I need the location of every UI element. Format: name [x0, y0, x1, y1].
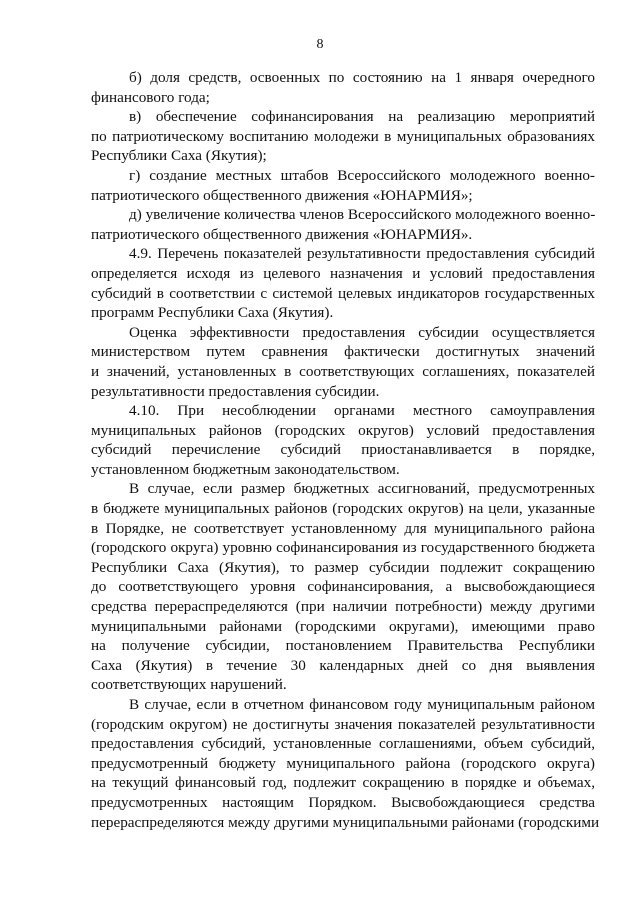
text-line: предусмотренных настоящим Порядком. Высвобождающиеся средства	[91, 793, 595, 811]
text-line: и значений, установленных в соответствующих соглашениях, показателей	[91, 362, 595, 380]
paragraph	[91, 479, 595, 695]
text-line: Оценка эффективности предоставления субсидии осуществляется	[129, 323, 595, 341]
text-line: предусмотренный бюджету муниципального района (городского округа)	[91, 754, 595, 772]
text-line: г) создание местных штабов Всероссийского молодежного военно-	[129, 166, 595, 184]
text-line: министерством путем сравнения фактически достигнутых значений	[91, 343, 595, 361]
text-line: установленном бюджетным законодательством.	[91, 460, 400, 478]
text-line: 4.9. Перечень показателей результативности предоставления субсидий	[129, 245, 595, 263]
paragraph	[91, 244, 595, 322]
text-line: на получение субсидии, постановлением Правительства Республики	[91, 637, 595, 655]
text-line: субсидий перечисление субсидий приостанавливается в порядке,	[91, 441, 595, 459]
text-line: в Порядке, не соответствует установленному для муниципального района	[91, 519, 595, 537]
paragraph	[91, 68, 595, 107]
text-line: перераспределяются между другими муниципальными районами (городскими	[91, 813, 600, 831]
text-line: средства перераспределяются (при наличии потребности) между другими	[91, 598, 595, 616]
paragraph	[91, 166, 595, 205]
text-line: В случае, если размер бюджетных ассигнований, предусмотренных	[129, 480, 595, 498]
document-body	[91, 68, 600, 832]
text-line: в бюджете муниципальных районов (городских округов) на цели, указанные	[91, 500, 595, 518]
text-line: Саха (Якутия) в течение 30 календарных дней со дня выявления	[91, 656, 595, 674]
text-line: субсидий в соответствии с системой целевых индикаторов государственных	[91, 284, 595, 302]
text-line: патриотического общественного движения «ЮНАРМИЯ»;	[91, 186, 473, 204]
text-line: результативности предоставления субсидии.	[91, 382, 380, 400]
text-line: предоставления субсидий, установленные соглашениями, объем субсидий,	[91, 735, 595, 753]
text-line: на текущий финансовый год, подлежит сокращению в порядке и объемах,	[91, 774, 595, 792]
text-line: муниципальными районами (городскими округами), имеющими право	[91, 617, 595, 635]
paragraph	[91, 401, 595, 479]
text-line: программ Республики Саха (Якутия).	[91, 304, 334, 322]
text-line: в) обеспечение софинансирования на реализацию мероприятий	[129, 108, 595, 126]
text-line: (городским округом) не достигнуты значения показателей результативности	[91, 715, 595, 733]
text-line: муниципальных районов (городских округов) условий предоставления	[91, 421, 595, 439]
text-line: б) доля средств, освоенных по состоянию на 1 января очередного	[129, 69, 595, 86]
text-line: 4.10. При несоблюдении органами местного самоуправления	[129, 402, 595, 420]
text-line: патриотического общественного движения «ЮНАРМИЯ».	[91, 225, 473, 243]
text-line: финансового года;	[91, 88, 210, 106]
paragraph	[91, 107, 595, 166]
text-line: Республики Саха (Якутия);	[91, 147, 267, 165]
paragraph	[91, 695, 600, 832]
text-line: В случае, если в отчетном финансовом году муниципальным районом	[129, 696, 595, 713]
page-number: 8	[316, 37, 324, 52]
text-line: по патриотическому воспитанию молодежи в муниципальных образованиях	[91, 127, 595, 145]
text-line: (городского округа) уровню софинансирования из государственного бюджета	[91, 539, 595, 557]
text-line: д) увеличение количества членов Всероссийского молодежного военно-	[129, 206, 596, 224]
paragraph	[91, 205, 595, 244]
text-line: Республики Саха (Якутия), то размер субсидии подлежит сокращению	[91, 558, 595, 576]
text-line: определяется исходя из целевого назначения и условий предоставления	[91, 264, 595, 282]
paragraph	[91, 323, 595, 401]
text-line: до соответствующего уровня софинансирования, а высвобождающиеся	[91, 578, 595, 596]
text-line: соответствующих нарушений.	[91, 676, 287, 694]
